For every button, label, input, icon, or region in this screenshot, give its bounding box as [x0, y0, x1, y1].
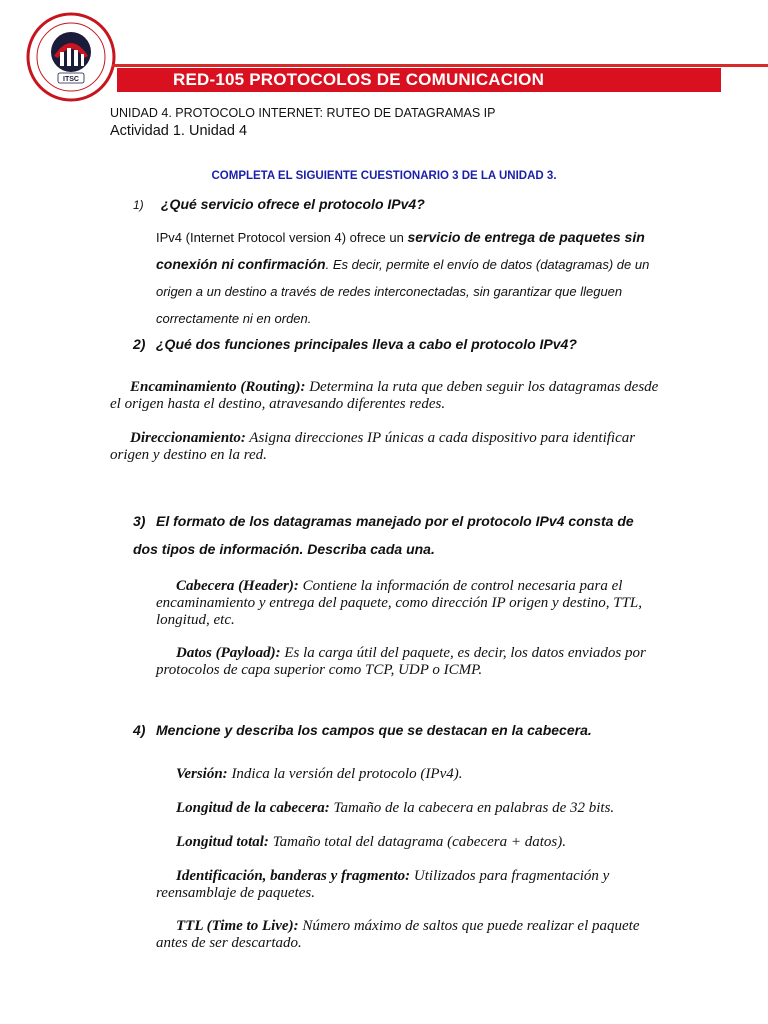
- question-4: [133, 722, 592, 738]
- answer-1: [156, 224, 656, 332]
- question-text: ¿Qué dos funciones principales lleva a cabo el protocolo IPv4?: [156, 336, 577, 352]
- logo-text: ITSC: [63, 76, 79, 83]
- answer-4-item: [156, 800, 651, 817]
- institute-logo: [26, 12, 116, 102]
- item-description: Determina la ruta que deben seguir los datagramas desde el origen hasta el destino, atravesando diferentes redes.: [110, 379, 659, 412]
- course-title-banner: RED-105 PROTOCOLOS DE COMUNICACION: [117, 68, 721, 92]
- answer-4-item: [156, 766, 651, 783]
- item-description: Tamaño total del datagrama (cabecera + datos).: [268, 834, 566, 850]
- item-description: Asigna direcciones IP únicas a cada dispositivo para identificar origen y destino en la red.: [110, 430, 636, 463]
- answer-1-highlight: servicio de entrega de paquetes sin conexión ni confirmación: [156, 229, 645, 272]
- question-2: [133, 336, 577, 352]
- question-text: Mencione y describa los campos que se destacan en la cabecera.: [156, 722, 592, 738]
- unit-title: UNIDAD 4. PROTOCOLO INTERNET: RUTEO DE DATAGRAMAS IP: [110, 106, 496, 120]
- item-term: Identificación, banderas y fragmento:: [176, 868, 411, 884]
- question-number: 4): [133, 722, 146, 738]
- item-description: Indica la versión del protocolo (IPv4).: [227, 766, 463, 782]
- item-description: Tamaño de la cabecera en palabras de 32 bits.: [329, 800, 615, 816]
- item-term: Datos (Payload):: [176, 645, 281, 661]
- answer-4-item: [156, 918, 651, 952]
- item-description: Utilizados para fragmentación y reensamblaje de paquetes.: [156, 868, 610, 901]
- question-number: 2): [133, 336, 146, 352]
- question-text: ¿Qué servicio ofrece el protocolo IPv4?: [161, 196, 425, 212]
- banner-rule: [112, 64, 768, 67]
- item-term: Encaminamiento (Routing):: [130, 379, 306, 395]
- answer-2-item: [110, 379, 670, 413]
- instruction-heading: COMPLETA EL SIGUIENTE CUESTIONARIO 3 DE LA UNIDAD 3.: [211, 170, 557, 182]
- answer-1-intro: IPv4 (Internet Protocol version 4) ofrece un: [156, 230, 408, 245]
- item-description: Contiene la información de control necesaria para el encaminamiento y entrega del paquete, como dirección IP origen y destino, TTL, longitud, etc.: [156, 578, 643, 628]
- item-term: Versión:: [176, 766, 228, 782]
- item-term: Longitud total:: [176, 834, 269, 850]
- item-term: Cabecera (Header):: [176, 578, 299, 594]
- question-text: El formato de los datagramas manejado por el protocolo IPv4 consta de dos tipos de información. Describa cada una.: [133, 513, 634, 557]
- item-term: TTL (Time to Live):: [176, 918, 299, 934]
- answer-4-item: [156, 834, 651, 851]
- question-number: 3): [133, 513, 146, 529]
- answer-4-item: [156, 868, 651, 902]
- item-description: Número máximo de saltos que puede realizar el paquete antes de ser descartado.: [156, 918, 640, 951]
- item-term: Longitud de la cabecera:: [176, 800, 330, 816]
- question-1: [133, 196, 425, 212]
- answer-2-item: [110, 430, 670, 464]
- item-term: Direccionamiento:: [130, 430, 246, 446]
- answer-3-item: [156, 578, 651, 629]
- answer-3-item: [156, 645, 651, 679]
- question-3: [133, 507, 653, 563]
- answer-1-rest: . Es decir, permite el envío de datos (datagramas) de un origen a un destino a través de redes interconectadas, sin garantizar que lleguen correctamente ni en orden.: [156, 257, 650, 326]
- item-description: Es la carga útil del paquete, es decir, los datos enviados por protocolos de capa superior como TCP, UDP o ICMP.: [156, 645, 646, 678]
- activity-title: Actividad 1. Unidad 4: [110, 123, 248, 139]
- question-number: 1): [133, 198, 144, 212]
